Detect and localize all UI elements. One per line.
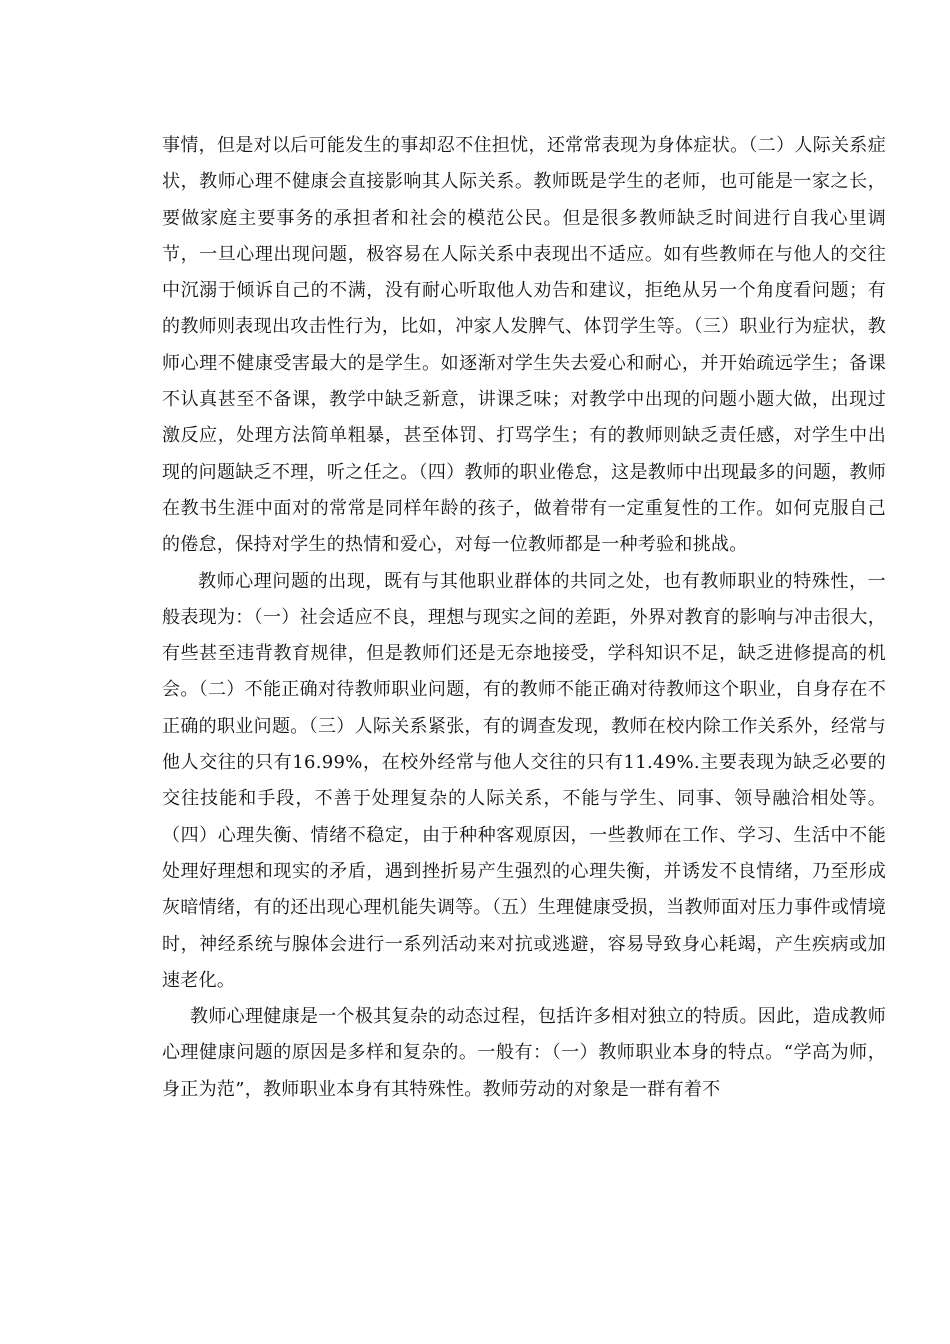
document-body bbox=[162, 128, 886, 1108]
paragraph-teacher-mental-health-causes: 教师心理健康是一个极其复杂的动态过程，包括许多相对独立的特质。因此，造成教师心理健康问题的原因是多样和复杂的。一般有：（一）教师职业本身的特点。“学高为师，身正为范”，教师职业本身有其特殊性。教师劳动的对象是一群有着不 bbox=[162, 1006, 886, 1100]
paragraph-teacher-psychological-problems: 教师心理问题的出现，既有与其他职业群体的共同之处，也有教师职业的特殊性，一般表现为：（一）社会适应不良，理想与现实之间的差距，外界对教育的影响与冲击很大，有些甚至违背教育规律，但是教师们还是无奈地接受，学科知识不足，缺乏进修提高的机会。（二）不能正确对待教师职业问题，有的教师不能正确对待教师这个职业，自身存在不正确的职业问题。（三）人际关系紧张，有的调查发现，教师在校内除工作关系外，经常与他人交往的只有16.99%，在校外经常与他人交往的只有11.49%.主要表现为缺乏必要的交往技能和手段，不善于处理复杂的人际关系，不能与学生、同事、领导融洽相处等。（四）心理失衡、情绪不稳定，由于种种客观原因，一些教师在工作、学习、生活中不能处理好理想和现实的矛盾，遇到挫折易产生强烈的心理失衡，并诱发不良情绪，乃至形成灰暗情绪，有的还出现心理机能失调等。（五）生理健康受损，当教师面对压力事件或情境时，神经系统与腺体会进行一系列活动来对抗或逃避，容易导致身心耗竭，产生疾病或加速老化。 bbox=[162, 570, 886, 991]
paragraph-continuation: 事情，但是对以后可能发生的事却忍不住担忧，还常常表现为身体症状。（二）人际关系症状，教师心理不健康会直接影响其人际关系。教师既是学生的老师，也可能是一家之长，要做家庭主要事务的承担者和社会的模范公民。但是很多教师缺乏时间进行自我心里调节，一旦心理出现问题，极容易在人际关系中表现出不适应。如有些教师在与他人的交往中沉溺于倾诉自己的不满，没有耐心听取他人劝告和建议，拒绝从另一个角度看问题；有的教师则表现出攻击性行为，比如，冲家人发脾气、体罚学生等。（三）职业行为症状，教师心理不健康受害最大的是学生。如逐渐对学生失去爱心和耐心，并开始疏远学生；备课不认真甚至不备课，教学中缺乏新意，讲课乏味；对教学中出现的问题小题大做，出现过激反应，处理方法简单粗暴，甚至体罚、打骂学生；有的教师则缺乏责任感，对学生中出现的问题缺乏不理，听之任之。（四）教师的职业倦怠，这是教师中出现最多的问题，教师在教书生涯中面对的常常是同样年龄的孩子，做着带有一定重复性的工作。如何克服自己的倦怠，保持对学生的热情和爱心，对每一位教师都是一种考验和挑战。 bbox=[162, 135, 886, 556]
